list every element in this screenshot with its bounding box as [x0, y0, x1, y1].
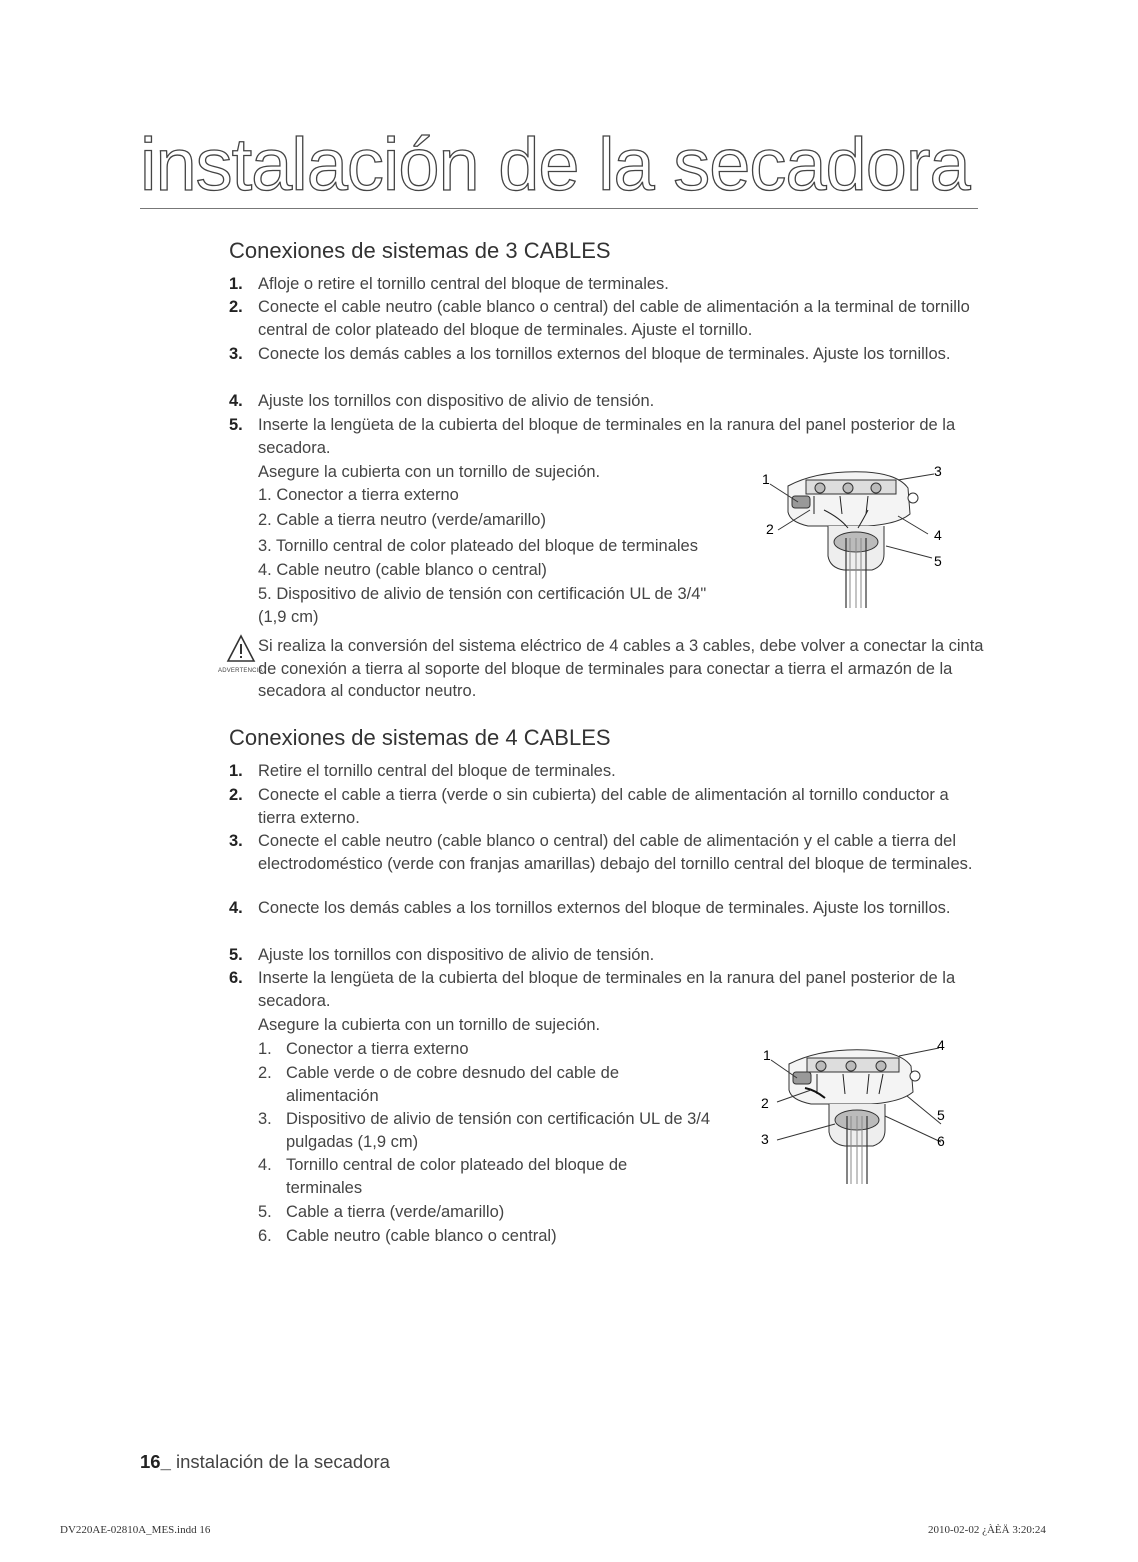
s2-step-3 [229, 830, 989, 875]
s1-part-3: 3. Tornillo central de color plateado del bloque de terminales [258, 537, 698, 555]
section2-heading: Conexiones de sistemas de 4 CABLES [229, 725, 611, 750]
s2-part-text: Cable verde o de cobre desnudo del cable de alimentación [286, 1064, 619, 1105]
s1-step-5 [229, 414, 989, 459]
diagram1-label-5: 5 [934, 553, 942, 569]
s2-secure-note: Asegure la cubierta con un tornillo de sujeción. [258, 1016, 601, 1034]
page-title: instalación de la secadora [140, 123, 970, 206]
s2-part-num: 2. [258, 1064, 272, 1082]
s1-part-4: 4. Cable neutro (cable blanco o central) [258, 561, 547, 579]
s1-step-1 [229, 273, 989, 296]
diagram1-label-2: 2 [766, 521, 774, 537]
s1-step-4 [229, 390, 989, 413]
diagram1-label-4: 4 [934, 527, 942, 543]
s2-step-num: 1. [229, 762, 243, 780]
s2-part-3 [258, 1108, 718, 1153]
s1-step-num: 1. [229, 275, 243, 293]
page-footer [140, 1451, 390, 1473]
diagram2-label-6: 6 [937, 1133, 945, 1149]
title-rule [140, 208, 978, 209]
s2-step-1 [229, 760, 989, 783]
diagram2-label-4: 4 [937, 1037, 945, 1053]
s1-part-5: 5. Dispositivo de alivio de tensión con certificación UL de 3/4" (1,9 cm) [258, 585, 707, 626]
s2-part-text: Cable a tierra (verde/amarillo) [286, 1203, 505, 1221]
s2-part-text: Tornillo central de color plateado del bloque de terminales [286, 1156, 628, 1197]
diagram2-label-2: 2 [761, 1095, 769, 1111]
warning-label: ADVERTENCIA [218, 668, 263, 674]
print-timestamp: 2010-02-02 ¿ÀÈÄ 3:20:24 [928, 1524, 1046, 1536]
s1-step-text: Ajuste los tornillos con dispositivo de alivio de tensión. [258, 392, 655, 410]
s2-step-text: Inserte la lengüeta de la cubierta del bloque de terminales en la ranura del panel posterior de la secadora. [258, 969, 956, 1010]
four-wire-diagram [755, 1036, 970, 1186]
s2-part-num: 5. [258, 1203, 272, 1221]
s1-step-text: Conecte el cable neutro (cable blanco o central) del cable de alimentación a la terminal de tornillo central de color plateado del bloque de terminales. Ajuste el tornillo. [258, 298, 970, 339]
footer-page-label: instalación de la secadora [176, 1451, 390, 1472]
diagram2-label-1: 1 [763, 1047, 771, 1063]
s1-step-num: 2. [229, 298, 243, 316]
warning-icon [226, 634, 256, 666]
s1-step-text: Inserte la lengüeta de la cubierta del bloque de terminales en la ranura del panel posterior de la secadora. [258, 416, 956, 457]
s2-part-text: Dispositivo de alivio de tensión con certificación UL de 3/4 pulgadas (1,9 cm) [286, 1110, 711, 1151]
three-wire-diagram [748, 458, 958, 610]
s2-step-num: 4. [229, 899, 243, 917]
s1-step-num: 3. [229, 345, 243, 363]
s2-part-num: 3. [258, 1110, 272, 1128]
s1-part-1: 1. Conector a tierra externo [258, 486, 459, 504]
s2-part-6 [258, 1225, 708, 1248]
s2-step-text: Ajuste los tornillos con dispositivo de alivio de tensión. [258, 946, 655, 964]
s1-part-2: 2. Cable a tierra neutro (verde/amarillo) [258, 511, 546, 529]
s2-step-6 [229, 967, 989, 1012]
diagram1-label-3: 3 [934, 463, 942, 479]
diagram2-label-3: 3 [761, 1131, 769, 1147]
s2-step-text: Conecte el cable a tierra (verde o sin cubierta) del cable de alimentación al tornillo conductor a tierra externo. [258, 786, 949, 827]
s2-part-4 [258, 1154, 668, 1199]
s1-step-text: Conecte los demás cables a los tornillos externos del bloque de terminales. Ajuste los tornillos. [258, 345, 951, 363]
s2-part-1 [258, 1038, 708, 1061]
s2-step-num: 3. [229, 832, 243, 850]
s2-step-num: 5. [229, 946, 243, 964]
warning-text: Si realiza la conversión del sistema eléctrico de 4 cables a 3 cables, debe volver a conectar la cinta de conexión a tierra al soporte del bloque de terminales para conectar a tierra el armazón de la secadora al conductor neutro. [258, 637, 984, 700]
s2-part-num: 1. [258, 1040, 272, 1058]
s2-part-2 [258, 1062, 658, 1107]
s1-secure-note: Asegure la cubierta con un tornillo de sujeción. [258, 463, 601, 481]
print-file-name: DV220AE-02810A_MES.indd 16 [60, 1524, 211, 1536]
s2-step-num: 2. [229, 786, 243, 804]
s2-step-num: 6. [229, 969, 243, 987]
diagram2-label-5: 5 [937, 1107, 945, 1123]
s1-step-num: 5. [229, 416, 243, 434]
s2-part-5 [258, 1201, 708, 1224]
s2-step-text: Conecte los demás cables a los tornillos externos del bloque de terminales. Ajuste los tornillos. [258, 899, 951, 917]
s1-step-3 [229, 343, 989, 366]
s2-step-2 [229, 784, 989, 829]
s2-step-text: Conecte el cable neutro (cable blanco o central) del cable de alimentación y el cable a tierra del electrodoméstico (verde con franjas amarillas) debajo del tornillo central del bloque de terminales. [258, 832, 973, 873]
s1-step-text: Afloje o retire el tornillo central del bloque de terminales. [258, 275, 669, 293]
diagram1-label-1: 1 [762, 471, 770, 487]
s2-step-5 [229, 944, 989, 967]
s2-part-text: Cable neutro (cable blanco o central) [286, 1227, 557, 1245]
s1-step-num: 4. [229, 392, 243, 410]
s2-part-num: 6. [258, 1227, 272, 1245]
page-number: 16_ [140, 1451, 171, 1472]
section1-heading: Conexiones de sistemas de 3 CABLES [229, 238, 611, 263]
s2-part-num: 4. [258, 1156, 272, 1174]
s2-step-text: Retire el tornillo central del bloque de terminales. [258, 762, 616, 780]
s1-step-2 [229, 296, 989, 341]
s2-part-text: Conector a tierra externo [286, 1040, 469, 1058]
s2-step-4 [229, 897, 989, 920]
